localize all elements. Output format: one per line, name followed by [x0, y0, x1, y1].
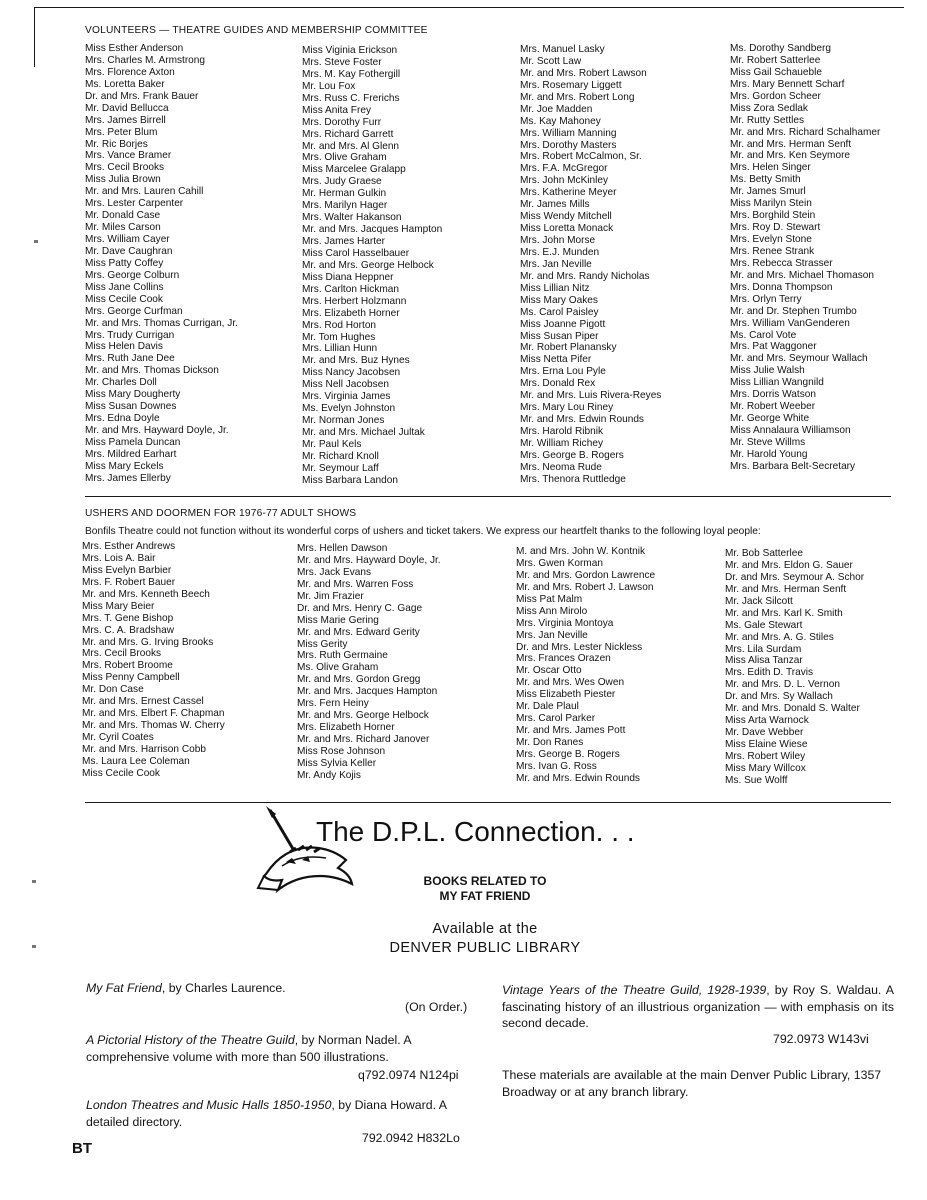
- name-entry: Mr. Lou Fox: [302, 80, 356, 92]
- margin-speck: [34, 240, 38, 243]
- name-entry: Mrs. Orlyn Terry: [730, 293, 802, 305]
- name-entry: Mrs. John Morse: [520, 235, 596, 246]
- book-entry: [86, 1097, 478, 1130]
- name-entry: Mr. Cyril Coates: [82, 732, 154, 743]
- book-call-number: q792.0974 N124pi: [358, 1068, 459, 1082]
- name-entry: Mrs. Carol Parker: [516, 713, 596, 725]
- name-entry: Mrs. Hellen Dawson: [297, 543, 388, 554]
- ushers-intro: Bonfils Theatre could not function without its wonderful corps of ushers and ticket takers. We express our heartfelt thanks to the following loyal people:: [85, 526, 761, 537]
- name-entry: Mr. Scott Law: [520, 55, 582, 67]
- name-entry: Mrs. Lois A. Bair: [82, 552, 156, 564]
- name-entry: Mrs. E.J. Munden: [520, 246, 600, 258]
- name-entry: Mrs. Katherine Meyer: [520, 187, 617, 199]
- name-entry: Mrs. Ivan G. Ross: [516, 760, 597, 772]
- name-entry: Mrs. William Manning: [520, 127, 617, 139]
- name-entry: Miss Anita Frey: [302, 104, 371, 116]
- name-entry: Miss Marcelee Gralapp: [302, 164, 406, 176]
- name-entry: Mrs. Rod Horton: [302, 319, 377, 331]
- name-entry: Mr. and Mrs. D. L. Vernon: [725, 679, 841, 691]
- name-entry: Miss Netta Pifer: [520, 354, 592, 366]
- name-entry: Mrs. Carlton Hickman: [302, 283, 400, 295]
- name-entry: Miss Marilyn Stein: [730, 198, 812, 210]
- name-entry: Mr. and Mrs. Jacques Hampton: [302, 224, 443, 236]
- books-heading-line2: MY FAT FRIEND: [439, 889, 531, 903]
- name-entry: Mr. Robert Planansky: [520, 342, 617, 354]
- name-entry: Mrs. Vance Bramer: [85, 150, 172, 162]
- name-entry: Mrs. Mary Bennett Scharf: [730, 78, 845, 90]
- books-heading: [400, 874, 570, 904]
- name-entry: Miss Mary Willcox: [725, 762, 806, 774]
- name-entry: Mr. and Mrs. Hayward Doyle, Jr.: [297, 554, 441, 566]
- name-entry: Mr. and Mrs. Luis Rivera-Reyes: [520, 390, 662, 402]
- ushers-column-4: [725, 548, 864, 787]
- name-entry: Miss Julia Brown: [85, 174, 161, 186]
- name-entry: Mrs. Evelyn Stone: [730, 234, 812, 245]
- name-entry: Ms. Gale Stewart: [725, 619, 803, 631]
- name-entry: Mrs. Jan Neville: [520, 258, 592, 270]
- name-entry: Mr. and Mrs. Richard Schalhamer: [730, 126, 881, 138]
- name-entry: Mr. William Richey: [520, 437, 603, 449]
- name-entry: Mr. Robert Weeber: [730, 401, 816, 413]
- ushers-column-1: [82, 541, 225, 780]
- name-entry: Mrs. William VanGenderen: [730, 317, 850, 329]
- name-entry: Miss Barbara Landon: [302, 474, 398, 486]
- name-entry: Ms. Carol Paisley: [520, 306, 599, 318]
- book-title: My Fat Friend: [86, 981, 162, 995]
- name-entry: Mr. and Mrs. Seymour Wallach: [730, 353, 868, 365]
- name-entry: Dr. and Mrs. Henry C. Gage: [297, 602, 423, 614]
- name-entry: Mrs. Erna Lou Pyle: [520, 366, 606, 378]
- name-entry: Mr. and Mrs. Edwin Rounds: [516, 772, 640, 784]
- name-entry: Dr. and Mrs. Sy Wallach: [725, 691, 833, 703]
- name-entry: Mrs. Jan Neville: [516, 629, 588, 641]
- name-entry: Mr. and Mrs. Jacques Hampton: [297, 686, 438, 698]
- name-entry: Dr. and Mrs. Lester Nickless: [516, 641, 643, 653]
- name-entry: Mr. and Mrs. Edwin Rounds: [520, 414, 644, 426]
- name-entry: Mr. Norman Jones: [302, 415, 385, 427]
- name-entry: Mr. and Mrs. Al Glenn: [302, 140, 400, 152]
- name-entry: Mr. Seymour Laff: [302, 462, 379, 474]
- name-entry: Mrs. Ruth Germaine: [297, 650, 388, 662]
- available-line2: DENVER PUBLIC LIBRARY: [389, 940, 581, 956]
- name-entry: Mrs. George Curfman: [85, 305, 183, 317]
- ushers-column-3: [516, 546, 655, 785]
- name-entry: Ms. Betty Smith: [730, 174, 801, 186]
- name-entry: Ms. Laura Lee Coleman: [82, 755, 190, 767]
- name-entry: Mrs. Gwen Korman: [516, 557, 603, 569]
- margin-speck: [32, 945, 36, 948]
- name-entry: Mrs. Neoma Rude: [520, 461, 602, 473]
- name-entry: Mrs. Lester Carpenter: [85, 198, 184, 210]
- name-entry: Miss Jane Collins: [85, 281, 164, 293]
- name-entry: Miss Elizabeth Piester: [516, 689, 616, 701]
- name-entry: Dr. and Mrs. Seymour A. Schor: [725, 571, 865, 583]
- book-desc: , by Roy S. Waldau. A fascinating history of an illustrious organization — with emphasis on its second decade.: [502, 983, 894, 1030]
- name-entry: Mr. James Mills: [520, 199, 590, 211]
- name-entry: Mrs. Peter Blum: [85, 126, 158, 138]
- name-entry: Mr. and Mrs. Richard Janover: [297, 734, 430, 745]
- name-entry: Mrs. Robert McCalmon, Sr.: [520, 151, 642, 163]
- name-entry: Mrs. Helen Singer: [730, 162, 811, 174]
- name-entry: Miss Alisa Tanzar: [725, 655, 803, 667]
- name-entry: Mrs. John McKinley: [520, 175, 609, 187]
- name-entry: Mrs. Lillian Hunn: [302, 343, 378, 355]
- name-entry: Mr. and Mrs. Lauren Cahill: [85, 186, 204, 198]
- name-entry: Mrs. T. Gene Bishop: [82, 612, 174, 624]
- name-entry: Mr. and Mrs. Wes Owen: [516, 677, 625, 689]
- name-entry: Miss Evelyn Barbier: [82, 564, 172, 576]
- name-entry: Mr. and Mrs. Thomas Dickson: [85, 365, 219, 377]
- name-entry: Mr. and Mrs. Kenneth Beech: [82, 588, 210, 600]
- name-entry: Mrs. George Colburn: [85, 269, 180, 281]
- name-entry: Mr. and Mrs. Karl K. Smith: [725, 607, 843, 619]
- name-entry: Mrs. Cecil Brooks: [85, 162, 165, 174]
- name-entry: Mr. Paul Kels: [302, 438, 362, 450]
- name-entry: Mr. and Mrs. Ernest Cassel: [82, 696, 204, 708]
- name-entry: Mr. Herman Gulkin: [302, 188, 387, 200]
- name-entry: Mrs. F.A. McGregor: [520, 163, 608, 175]
- name-entry: Mr. and Mrs. Thomas Currigan, Jr.: [85, 317, 238, 329]
- name-entry: Mr. and Mrs. Buz Hynes: [302, 355, 410, 367]
- footer-initials: BT: [72, 1140, 92, 1157]
- name-entry: Mr. Tom Hughes: [302, 331, 376, 343]
- name-entry: Mr. Harold Young: [730, 448, 808, 460]
- name-entry: Ms. Loretta Baker: [85, 78, 165, 90]
- name-entry: Mrs. Marilyn Hager: [302, 200, 388, 212]
- name-entry: Miss Rose Johnson: [297, 745, 386, 757]
- name-entry: Mrs. Gordon Scheer: [730, 90, 821, 102]
- name-entry: Mrs. Mary Lou Riney: [520, 402, 614, 414]
- name-entry: Miss Susan Piper: [520, 330, 599, 342]
- name-entry: Mrs. Pat Waggoner: [730, 341, 817, 353]
- name-entry: Mr. and Mrs. Thomas W. Cherry: [82, 720, 225, 732]
- name-entry: Mrs. Robert Broome: [82, 660, 173, 672]
- name-entry: Mrs. Charles M. Armstrong: [85, 54, 206, 66]
- name-entry: Ms. Dorothy Sandberg: [730, 43, 831, 54]
- name-entry: Mr. Rutty Settles: [730, 114, 805, 126]
- name-entry: Miss Cecile Cook: [85, 293, 163, 305]
- name-entry: Mrs. James Ellerby: [85, 472, 171, 484]
- books-heading-line1: BOOKS RELATED TO: [423, 874, 547, 888]
- name-entry: Miss Pat Malm: [516, 593, 583, 605]
- name-entry: Mrs. George B. Rogers: [520, 449, 624, 461]
- name-entry: Mrs. Walter Hakanson: [302, 212, 402, 224]
- name-entry: Miss Loretta Monack: [520, 223, 614, 235]
- name-entry: Mrs. Elizabeth Horner: [302, 307, 400, 319]
- name-entry: Mr. and Mrs. Herman Senft: [725, 583, 847, 595]
- name-entry: Mr. and Mrs. Gordon Lawrence: [516, 569, 656, 581]
- name-entry: Miss Zora Sedlak: [730, 102, 808, 114]
- ushers-column-2: [297, 543, 441, 782]
- section-divider-2: [85, 802, 891, 803]
- name-entry: Miss Pamela Duncan: [85, 436, 181, 448]
- name-entry: Mrs. Barbara Belt-Secretary: [730, 460, 856, 472]
- name-entry: Mrs. Dorris Watson: [730, 389, 816, 401]
- name-entry: Miss Marie Gering: [297, 614, 379, 626]
- ushers-heading: USHERS AND DOORMEN FOR 1976-77 ADULT SHOWS: [85, 508, 357, 519]
- name-entry: Mrs. Donna Thompson: [730, 281, 833, 293]
- name-entry: Miss Lillian Nitz: [520, 282, 590, 294]
- name-entry: Mr. and Mrs. Donald S. Walter: [725, 703, 860, 715]
- name-entry: Mr. and Mrs. Robert Long: [520, 91, 635, 103]
- available-line1: Available at the: [432, 921, 538, 937]
- name-entry: Mr. Robert Satterlee: [730, 54, 821, 66]
- name-entry: Mrs. Donald Rex: [520, 378, 596, 390]
- name-entry: Mr. and Mrs. Randy Nicholas: [520, 270, 650, 282]
- name-entry: Mrs. Steve Foster: [302, 56, 382, 68]
- name-entry: Mrs. Richard Garrett: [302, 128, 394, 140]
- name-entry: Mr. and Mrs. Harrison Cobb: [82, 743, 206, 755]
- name-entry: Mr. and Mrs. Hayward Doyle, Jr.: [85, 425, 229, 436]
- book-desc: , by Diana Howard. A detailed directory.: [86, 1098, 447, 1129]
- top-rule: [34, 7, 904, 8]
- name-entry: Miss Gerity: [297, 638, 348, 650]
- name-entry: Mr. and Mrs. Robert Lawson: [520, 67, 647, 79]
- name-entry: Mr. and Mrs. Warren Foss: [297, 578, 414, 590]
- name-entry: Ms. Kay Mahoney: [520, 115, 601, 127]
- name-entry: Miss Nancy Jacobsen: [302, 367, 401, 379]
- name-entry: Mrs. Edna Doyle: [85, 413, 160, 425]
- name-entry: Ms. Evelyn Johnston: [302, 403, 396, 415]
- name-entry: Mrs. F. Robert Bauer: [82, 576, 176, 588]
- name-entry: Mr. Joe Madden: [520, 103, 593, 115]
- name-entry: Mrs. George B. Rogers: [516, 748, 620, 760]
- name-entry: Mrs. Russ C. Frerichs: [302, 92, 400, 104]
- name-entry: Mr. and Mrs. Ken Seymore: [730, 150, 851, 162]
- dpl-title: The D.P.L. Connection. . .: [316, 816, 635, 847]
- name-entry: Mr. and Mrs. Herman Senft: [730, 138, 852, 150]
- name-entry: Mr. and Mrs. Michael Thomason: [730, 269, 874, 281]
- name-entry: Mrs. M. Kay Fothergill: [302, 68, 401, 80]
- name-entry: Miss Gail Schaueble: [730, 66, 823, 78]
- name-entry: Mr. Steve Willms: [730, 436, 806, 448]
- book-title: Vintage Years of the Theatre Guild, 1928-1939: [502, 983, 767, 997]
- name-entry: Miss Julie Walsh: [730, 365, 805, 377]
- name-entry: Mrs. Virginia James: [302, 391, 391, 403]
- name-entry: Mrs. Cecil Brooks: [82, 648, 162, 660]
- name-entry: Mrs. Manuel Lasky: [520, 44, 605, 55]
- name-entry: Miss Mary Beier: [82, 600, 155, 612]
- name-entry: Miss Penny Campbell: [82, 672, 180, 684]
- volunteers-column-3: [520, 44, 661, 486]
- book-entry: [86, 980, 476, 997]
- left-rule: [34, 7, 35, 67]
- name-entry: Mrs. Robert Wiley: [725, 750, 806, 762]
- name-entry: Mrs. Olive Graham: [302, 152, 387, 164]
- name-entry: Mrs. Dorothy Furr: [302, 116, 382, 128]
- library-note: These materials are available at the main Denver Public Library, 1357 Broadway or at any branch library.: [502, 1068, 882, 1099]
- name-entry: Mrs. Rosemary Liggett: [520, 79, 622, 91]
- name-entry: Mrs. James Birrell: [85, 114, 166, 126]
- name-entry: Mr. and Mrs. George Helbock: [302, 259, 434, 271]
- name-entry: Mrs. Virginia Montoya: [516, 617, 614, 629]
- name-entry: Mr. Ric Borjes: [85, 138, 148, 150]
- name-entry: Mrs. Lila Surdam: [725, 643, 802, 655]
- book-title: A Pictorial History of the Theatre Guild: [86, 1033, 295, 1047]
- name-entry: Mrs. Esther Andrews: [82, 541, 176, 552]
- book-call-number: 792.0973 W143vi: [773, 1032, 869, 1046]
- name-entry: Mrs. Trudy Currigan: [85, 329, 175, 341]
- name-entry: Mrs. Renee Strank: [730, 245, 815, 257]
- name-entry: Miss Lillian Wangnild: [730, 377, 824, 389]
- name-entry: Ms. Olive Graham: [297, 662, 379, 674]
- name-entry: Mr. Donald Case: [85, 210, 161, 222]
- name-entry: Miss Mary Oakes: [520, 294, 598, 306]
- name-entry: Mrs. Fern Heiny: [297, 698, 369, 710]
- book-entry: [502, 982, 894, 1032]
- name-entry: Mrs. William Cayer: [85, 234, 170, 245]
- name-entry: Mrs. Herbert Holzmann: [302, 295, 407, 307]
- name-entry: Mrs. James Harter: [302, 236, 386, 247]
- volunteers-column-2: [302, 45, 442, 487]
- book-desc: , by Norman Nadel. A comprehensive volume with more than 500 illustrations.: [86, 1033, 411, 1064]
- name-entry: Mr. and Mrs. Michael Jultak: [302, 427, 425, 438]
- name-entry: Mr. Dale Plaul: [516, 701, 579, 713]
- name-entry: Miss Esther Anderson: [85, 43, 184, 54]
- name-entry: Miss Mary Eckels: [85, 460, 164, 472]
- name-entry: Mr. Dave Webber: [725, 727, 804, 739]
- name-entry: Mr. and Mrs. James Pott: [516, 725, 626, 737]
- name-entry: Mr. David Bellucca: [85, 102, 169, 114]
- margin-speck: [32, 880, 36, 883]
- name-entry: Miss Arta Warnock: [725, 715, 809, 727]
- name-entry: Mrs. Elizabeth Horner: [297, 722, 395, 734]
- name-entry: Mr. Richard Knoll: [302, 450, 379, 462]
- name-entry: Mr. and Mrs. G. Irving Brooks: [82, 636, 214, 648]
- name-entry: Mr. George White: [730, 413, 810, 425]
- name-entry: Miss Annalaura Williamson: [730, 425, 851, 436]
- name-entry: Mr. and Mrs. Robert J. Lawson: [516, 581, 654, 593]
- name-entry: Mrs. Mildred Earhart: [85, 448, 177, 460]
- name-entry: Dr. and Mrs. Frank Bauer: [85, 90, 199, 102]
- name-entry: Miss Diana Heppner: [302, 271, 394, 283]
- name-entry: Mrs. C. A. Bradshaw: [82, 624, 174, 636]
- name-entry: Mr. Dave Caughran: [85, 245, 173, 257]
- name-entry: Mr. and Mrs. Edward Gerity: [297, 626, 420, 638]
- name-entry: Mr. and Mrs. Gordon Gregg: [297, 674, 421, 686]
- name-entry: Mrs. Thenora Ruttledge: [520, 473, 626, 485]
- name-entry: Miss Elaine Wiese: [725, 739, 808, 750]
- name-entry: Mr. and Mrs. Eldon G. Sauer: [725, 559, 853, 571]
- name-entry: Miss Mary Dougherty: [85, 389, 181, 401]
- section-divider: [85, 496, 891, 497]
- name-entry: Mrs. Judy Graese: [302, 176, 382, 188]
- name-entry: Miss Carol Hasselbauer: [302, 247, 410, 259]
- name-entry: Mrs. Dorothy Masters: [520, 139, 617, 151]
- name-entry: Mrs. Edith D. Travis: [725, 667, 814, 679]
- name-entry: Mr. and Dr. Stephen Trumbo: [730, 305, 857, 317]
- available-at: [300, 920, 670, 958]
- name-entry: Mrs. Roy D. Stewart: [730, 222, 821, 234]
- name-entry: Mr. James Smurl: [730, 186, 806, 198]
- name-entry: Miss Viginia Erickson: [302, 45, 398, 56]
- name-entry: Mr. and Mrs. A. G. Stiles: [725, 631, 834, 643]
- name-entry: Mr. Charles Doll: [85, 377, 157, 389]
- name-entry: M. and Mrs. John W. Kontnik: [516, 546, 646, 557]
- name-entry: Mr. Andy Kojis: [297, 769, 361, 781]
- book-entry: [86, 1032, 478, 1065]
- name-entry: Miss Ann Mirolo: [516, 605, 588, 617]
- name-entry: Mr. Jack Silcott: [725, 595, 793, 607]
- name-entry: Mr. Bob Satterlee: [725, 548, 803, 559]
- name-entry: Mrs. Ruth Jane Dee: [85, 353, 175, 365]
- volunteers-heading: VOLUNTEERS — THEATRE GUIDES AND MEMBERSHIP COMMITTEE: [85, 25, 428, 36]
- name-entry: Mrs. Borghild Stein: [730, 210, 816, 222]
- name-entry: Ms. Sue Wolff: [725, 774, 788, 786]
- book-call-number: (On Order.): [405, 1000, 468, 1014]
- name-entry: Mr. Don Ranes: [516, 737, 584, 748]
- name-entry: Mrs. Jack Evans: [297, 566, 372, 578]
- name-entry: Miss Wendy Mitchell: [520, 211, 612, 223]
- name-entry: Miss Susan Downes: [85, 401, 177, 413]
- volunteers-column-1: [85, 43, 238, 485]
- name-entry: Mr. and Mrs. George Helbock: [297, 710, 429, 722]
- name-entry: Miss Joanne Pigott: [520, 318, 606, 330]
- name-entry: Miss Nell Jacobsen: [302, 379, 389, 391]
- name-entry: Mr. Miles Carson: [85, 222, 161, 234]
- name-entry: Mr. Oscar Otto: [516, 665, 582, 677]
- name-entry: Miss Cecile Cook: [82, 767, 160, 779]
- book-title: London Theatres and Music Halls 1850-1950: [86, 1098, 332, 1112]
- name-entry: Ms. Carol Vote: [730, 329, 797, 341]
- name-entry: Miss Patty Coffey: [85, 257, 164, 269]
- name-entry: Mr. Jim Frazier: [297, 590, 364, 602]
- volunteers-column-4: [730, 43, 880, 473]
- name-entry: Mrs. Florence Axton: [85, 66, 175, 78]
- book-call-number: 792.0942 H832Lo: [362, 1131, 460, 1145]
- name-entry: Mrs. Harold Ribnik: [520, 426, 604, 437]
- name-entry: Mr. and Mrs. Elbert F. Chapman: [82, 708, 225, 720]
- name-entry: Miss Helen Davis: [85, 341, 163, 353]
- name-entry: Miss Sylvia Keller: [297, 757, 377, 769]
- name-entry: Mrs. Frances Orazen: [516, 653, 611, 665]
- book-desc: , by Charles Laurence.: [161, 981, 286, 995]
- name-entry: Mr. Don Case: [82, 684, 144, 696]
- name-entry: Mrs. Rebecca Strasser: [730, 257, 833, 269]
